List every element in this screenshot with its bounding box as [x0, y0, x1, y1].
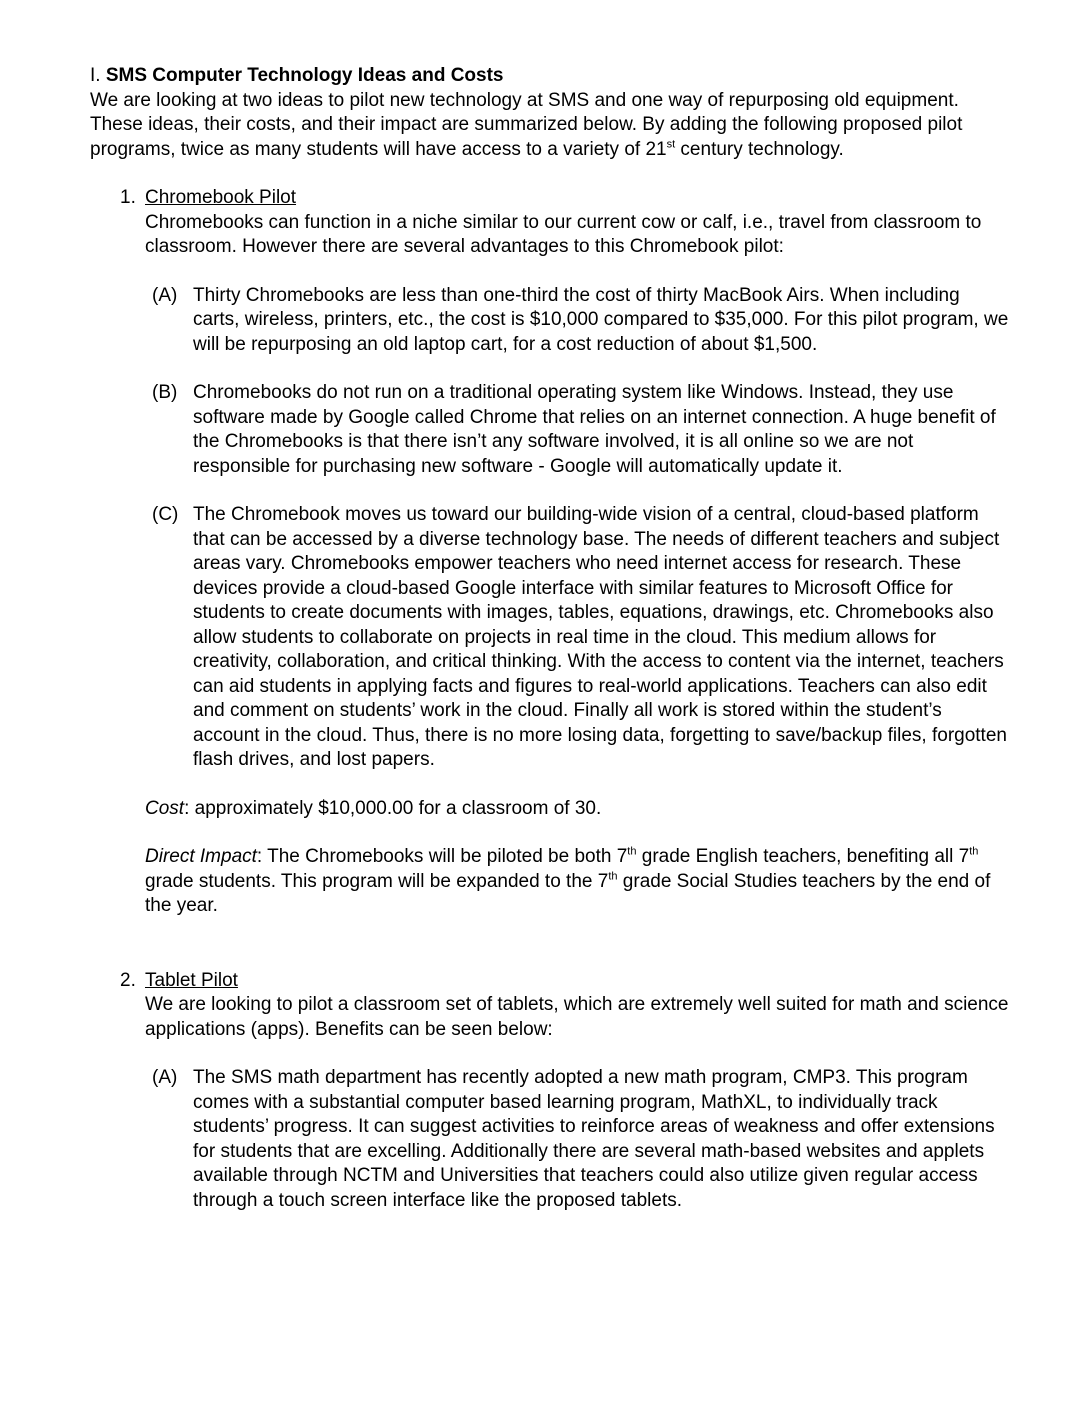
document-page	[90, 64, 1010, 1213]
item-heading: Chromebook Pilot	[145, 187, 297, 208]
sub-item-a	[145, 1066, 1010, 1213]
section-number: I.	[90, 65, 101, 86]
impact-text-c: grade students. This program will be expanded to the 7	[145, 870, 609, 892]
sub-item-text: Chromebooks do not run on a traditional operating system like Windows. Instead, they use software made by Google called Chrome that relies on an internet connection. A huge benefit of the Chromebooks is that there isn’t any software involved, it is all online so we are not responsible for purchasing new software - Google will automatically update it.	[193, 382, 996, 477]
cost-text: : approximately $10,000.00 for a classroom of 30.	[184, 797, 602, 819]
sub-item-a	[145, 284, 1010, 358]
sub-item-text: The SMS math department has recently adopted a new math program, CMP3. This program comes with a substantial computer based learning program, MathXL, to individually track students’ progress. It can suggest activities to reinforce areas of weakness and offer extensions for students that are excelling. Additionally there are several math-based websites and applets available through NCTM and Universities that teachers could also utilize given regular access through a touch screen interface like the proposed tablets.	[193, 1067, 995, 1211]
intro-sup: st	[666, 138, 676, 151]
impact-sup-3: th	[608, 870, 618, 883]
impact-text-b: grade English teachers, benefiting all 7	[636, 846, 970, 867]
item-number: 1.	[120, 187, 136, 208]
intro-end: century technology.	[675, 138, 844, 160]
item-description: We are looking to pilot a classroom set of tablets, which are extremely well suited for math and science applications (apps). Benefits can be seen below:	[145, 994, 1009, 1040]
item-number: 2.	[120, 969, 136, 991]
list-item-chromebook-pilot	[90, 186, 1010, 919]
sub-item-b	[145, 381, 1010, 479]
intro-main: We are looking at two ideas to pilot new technology at SMS and one way of repurposing old equipment. These ideas, their costs, and their impact are summarized below. By adding the following proposed pilot programs, twice as many students will have access to a variety of 21	[90, 89, 963, 160]
section-intro	[90, 89, 1010, 163]
list-item-tablet-pilot	[90, 969, 1010, 1214]
impact-sup-2: th	[969, 845, 979, 858]
section-title	[90, 64, 1010, 89]
sub-item-label: (A)	[152, 284, 178, 306]
impact-text-d: grade Social Studies teachers by the end of the year.	[145, 870, 991, 916]
sub-item-text: Thirty Chromebooks are less than one-third the cost of thirty MacBook Airs. When including carts, wireless, printers, etc., the cost is $10,000 compared to $35,000. For this pilot program, we will be repurposing an old laptop cart, for a cost reduction of about $1,500.	[193, 284, 1009, 355]
sub-item-label: (A)	[152, 1067, 178, 1088]
cost-line	[145, 797, 1010, 822]
sub-item-text: The Chromebook moves us toward our building-wide vision of a central, cloud-based platform that can be accessed by a diverse technology base. The needs of different teachers and subject areas vary. Chromebooks empower teachers who need internet access for research. These devices provide a cloud-based Google interface with similar features to Microsoft Office for students to create documents with images, tables, equations, drawings, etc. Chromebooks also allow students to collaborate on projects in real time in the cloud. This medium allows for creativity, collaboration, and critical thinking. With the access to content via the internet, teachers can aid students in applying facts and figures to real-world applications. Teachers can also edit and comment on students’ work in the cloud. Finally all work is stored within the student’s account in the cloud. Thus, there is no more losing data, forgetting to save/backup files, forgotten flash drives, and lost papers.	[193, 504, 1007, 770]
impact-line	[145, 845, 1010, 919]
item-description: Chromebooks can function in a niche similar to our current cow or calf, i.e., travel from classroom to classroom. However there are several advantages to this Chromebook pilot:	[145, 211, 982, 257]
section-title-text: SMS Computer Technology Ideas and Costs	[105, 65, 504, 86]
sub-item-c	[145, 503, 1010, 773]
impact-text-a: : The Chromebooks will be piloted be both 7	[256, 846, 628, 867]
sub-item-label: (B)	[152, 382, 178, 403]
sub-item-label: (C)	[152, 504, 179, 525]
impact-sup-1: th	[627, 845, 637, 858]
impact-label: Direct Impact	[145, 846, 257, 867]
cost-label: Cost	[145, 797, 185, 819]
item-heading: Tablet Pilot	[145, 969, 238, 991]
